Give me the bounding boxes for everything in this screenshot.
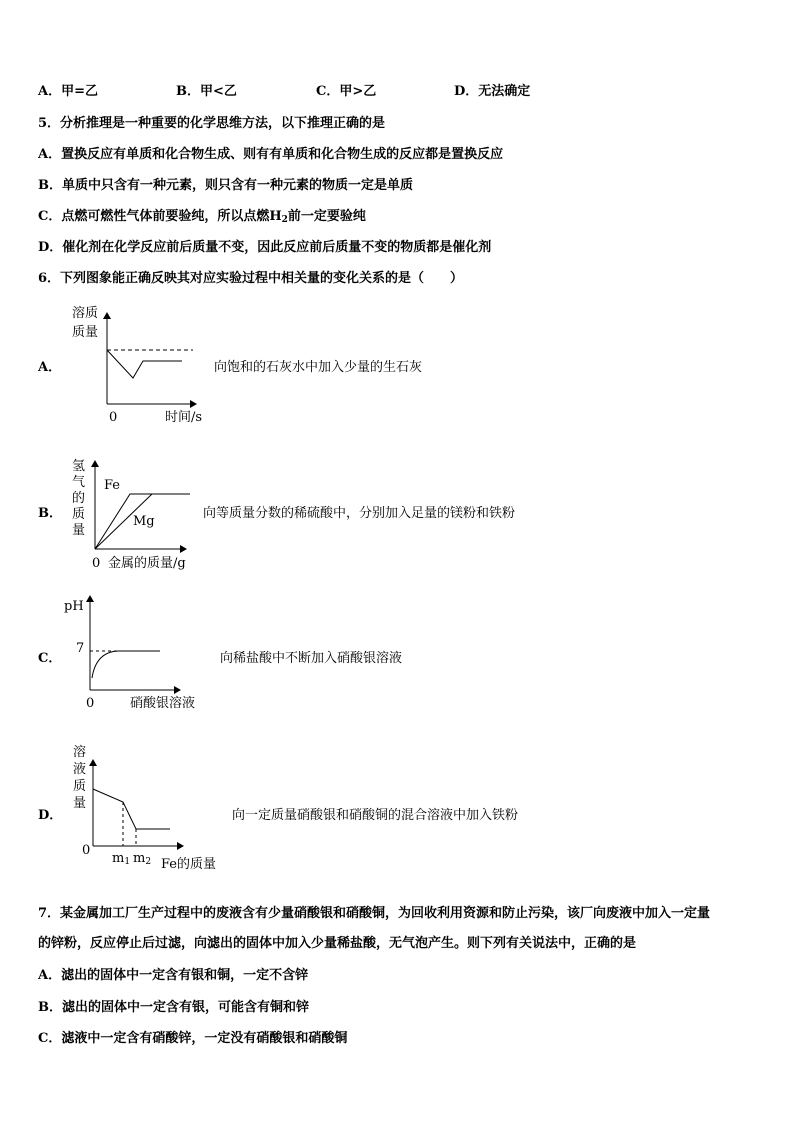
q6-stem: 6．下列图象能正确反映其对应实验过程中相关量的变化关系的是（ ）	[38, 271, 464, 286]
graph-a-curve	[107, 350, 182, 378]
q7-stem-line-1: 7．某金属加工厂生产过程中的废液含有少量硝酸银和硝酸铜，为回收利用资源和防止污染，该厂向废液中加入一定量	[38, 906, 711, 921]
q6-option-c-desc: 向稀盐酸中不断加入硝酸银溶液	[220, 651, 403, 666]
q6-option-b-desc: 向等质量分数的稀硫酸中，分别加入足量的镁粉和铁粉	[203, 506, 516, 521]
q6-option-a-desc: 向饱和的石灰水中加入少量的生石灰	[214, 360, 423, 375]
q5-option-a: A．置换反应有单质和化合物生成、则有有单质和化合物生成的反应都是置换反应	[38, 147, 504, 162]
graph-c-xlabel: 硝酸银溶液	[130, 696, 196, 711]
q5-stem: 5．分析推理是一种重要的化学思维方法，以下推理正确的是	[38, 116, 386, 131]
q7-option-b: B．滤出的固体中一定含有银，可能含有铜和锌	[38, 1000, 309, 1015]
graph-c-curve	[92, 651, 160, 678]
graph-a-xlabel: 时间/s	[165, 410, 203, 425]
q7-option-a: A．滤出的固体中一定含有银和铜，一定不含锌	[38, 968, 309, 983]
q6-option-d-desc: 向一定质量硝酸银和硝酸铜的混合溶液中加入铁粉	[232, 808, 519, 823]
graph-d-m2: $m_2$	[133, 851, 152, 867]
q5-option-d: D．催化剂在化学反应前后质量不变，因此反应前后质量不变的物质都是催化剂	[38, 240, 492, 255]
graph-a-origin: 0	[109, 410, 118, 425]
graph-d-origin: 0	[82, 843, 91, 858]
graph-d-xlabel: Fe的质量	[161, 857, 217, 872]
graph-c	[90, 596, 180, 690]
graph-d	[93, 760, 183, 846]
q4-option-d: D．无法确定	[454, 84, 531, 99]
graph-c-ytick-7: 7	[76, 641, 85, 656]
q6-option-a-letter: A．	[38, 360, 62, 375]
q6-option-d-letter: D．	[38, 808, 63, 823]
q7-option-c: C．滤液中一定含有硝酸锌，一定没有硝酸银和硝酸铜	[38, 1031, 348, 1046]
graph-d-curve	[93, 789, 170, 829]
graph-b	[95, 461, 190, 549]
q6-option-c-letter: C．	[38, 651, 62, 666]
q5-option-b: B．单质中只含有一种元素，则只含有一种元素的物质一定是单质	[38, 178, 413, 193]
q6-option-b-letter: B．	[38, 506, 62, 521]
graph-d-ylabel: 溶 液 质 量	[73, 745, 87, 811]
q7-stem-line-2: 的锌粉，反应停止后过滤，向滤出的固体中加入少量稀盐酸，无气泡产生。则下列有关说法中，正确的是	[38, 936, 637, 951]
graph-a	[107, 313, 196, 404]
graph-c-ylabel: pH	[64, 599, 84, 614]
graph-c-origin: 0	[86, 696, 95, 711]
graph-b-origin: 0	[92, 556, 101, 571]
graph-b-xlabel: 金属的质量/g	[108, 556, 186, 571]
graph-b-ylabel: 氢 气 的 质 量	[72, 459, 86, 538]
graph-d-m1: $m_1$	[112, 851, 131, 867]
graph-a-ylabel-2: 质量	[72, 325, 99, 340]
q4-option-b: B．甲<乙	[176, 84, 237, 99]
graph-b-series-mg: Mg	[133, 514, 155, 529]
q4-option-c: C．甲>乙	[316, 84, 377, 99]
graph-a-ylabel-1: 溶质	[72, 306, 99, 321]
q4-option-a: A．甲=乙	[38, 84, 98, 99]
q5-option-c: C．点燃可燃性气体前要验纯，所以点燃$H_2$前一定要验纯	[38, 209, 366, 225]
graph-b-series-fe: Fe	[104, 478, 121, 493]
